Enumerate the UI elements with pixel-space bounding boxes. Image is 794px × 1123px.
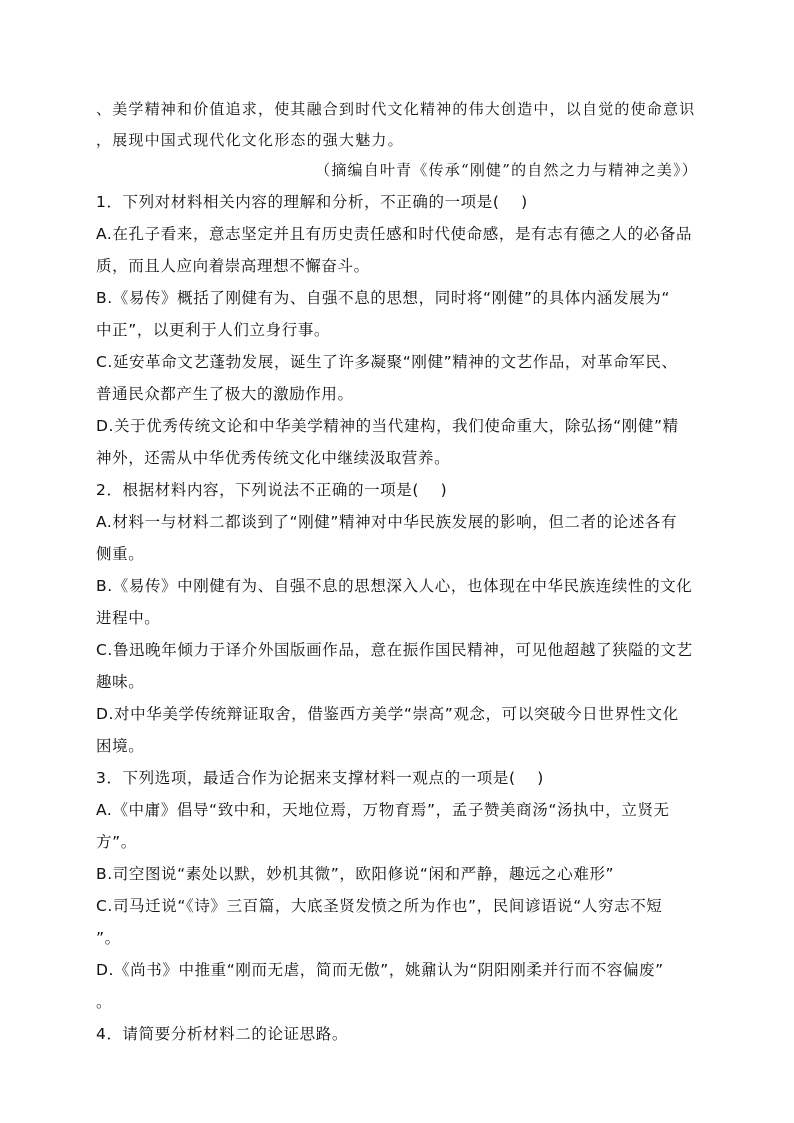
passage-line-2: ，展现中国式现代化文化形态的强大魅力。	[96, 131, 404, 149]
question-1-option-a-line-2: 质，而且人应向着崇高理想不懈奋斗。	[96, 257, 370, 275]
question-1-option-d-line-1: D.关于优秀传统文论和中华美学精神的当代建构，我们使命重大，除弘扬“刚健”精	[96, 417, 679, 435]
question-1-option-d-line-2: 神外，还需从中华优秀传统文化中继续汲取营养。	[96, 449, 451, 467]
question-3-option-d-line-2: 。	[96, 993, 113, 1011]
passage-source: （摘编自叶青《传承“刚健”的自然之力与精神之美》）	[315, 161, 698, 179]
question-1-option-c-line-2: 普通民众都产生了极大的激励作用。	[96, 385, 354, 403]
question-2-option-d-line-2: 困境。	[96, 737, 145, 755]
question-2-option-b-line-1: B.《易传》中刚健有为、自强不息的思想深入人心，也体现在中华民族连续性的文化	[96, 577, 693, 595]
question-1-option-b-line-1: B.《易传》概括了刚健有为、自强不息的思想，同时将“刚健”的具体内涵发展为“	[96, 289, 670, 307]
question-3-option-a-line-1: A.《中庸》倡导“致中和，天地位焉，万物育焉”，孟子赞美商汤“汤执中，立贤无	[96, 801, 670, 819]
question-3-option-c-line-1: C.司马迁说“《诗》三百篇，大底圣贤发愤之所为作也”，民间谚语说“人穷志不短	[96, 897, 663, 915]
question-2-option-b-line-2: 进程中。	[96, 609, 161, 627]
question-2-option-a-line-2: 侧重。	[96, 545, 145, 563]
question-3-stem: 3．下列选项，最适合作为论据来支撑材料一观点的一项是( )	[96, 769, 544, 787]
question-3-option-d-line-1: D.《尚书》中推重“刚而无虐，简而无傲”，姚鼐认为“阴阳刚柔并行而不容偏废”	[96, 961, 664, 979]
question-3-option-a-line-2: 方”。	[96, 833, 137, 851]
question-2-option-c-line-1: C.鲁迅晚年倾力于译介外国版画作品，意在振作国民精神，可见他超越了狭隘的文艺	[96, 641, 693, 659]
question-4-stem: 4．请简要分析材料二的论证思路。	[96, 1025, 348, 1043]
question-1-stem: 1．下列对材料相关内容的理解和分析，不正确的一项是( )	[96, 193, 528, 211]
question-1-option-c-line-1: C.延安革命文艺蓬勃发展，诞生了许多凝聚“刚健”精神的文艺作品，对革命军民、	[96, 353, 678, 371]
question-2-stem: 2．根据材料内容，下列说法不正确的一项是( )	[96, 481, 448, 499]
question-2-option-a-line-1: A.材料一与材料二都谈到了“刚健”精神对中华民族发展的影响，但二者的论述各有	[96, 513, 678, 531]
question-3-option-c-line-2: ”。	[96, 929, 121, 947]
question-1-option-b-line-2: 中正”，以更利于人们立身行事。	[96, 321, 331, 339]
question-3-option-b-line-1: B.司空图说“素处以默，妙机其微”，欧阳修说“闲和严静，趣远之心难形”	[96, 865, 615, 883]
question-2-option-c-line-2: 趣味。	[96, 673, 145, 691]
question-1-option-a-line-1: A.在孔子看来，意志坚定并且有历史责任感和时代使命感，是有志有德之人的必备品	[96, 225, 693, 243]
passage-line-1: 、美学精神和价值追求，使其融合到时代文化精神的伟大创造中，以自觉的使命意识	[96, 100, 696, 118]
question-2-option-d-line-1: D.对中华美学传统辩证取舍，借鉴西方美学“崇高”观念，可以突破今日世界性文化	[96, 705, 679, 723]
